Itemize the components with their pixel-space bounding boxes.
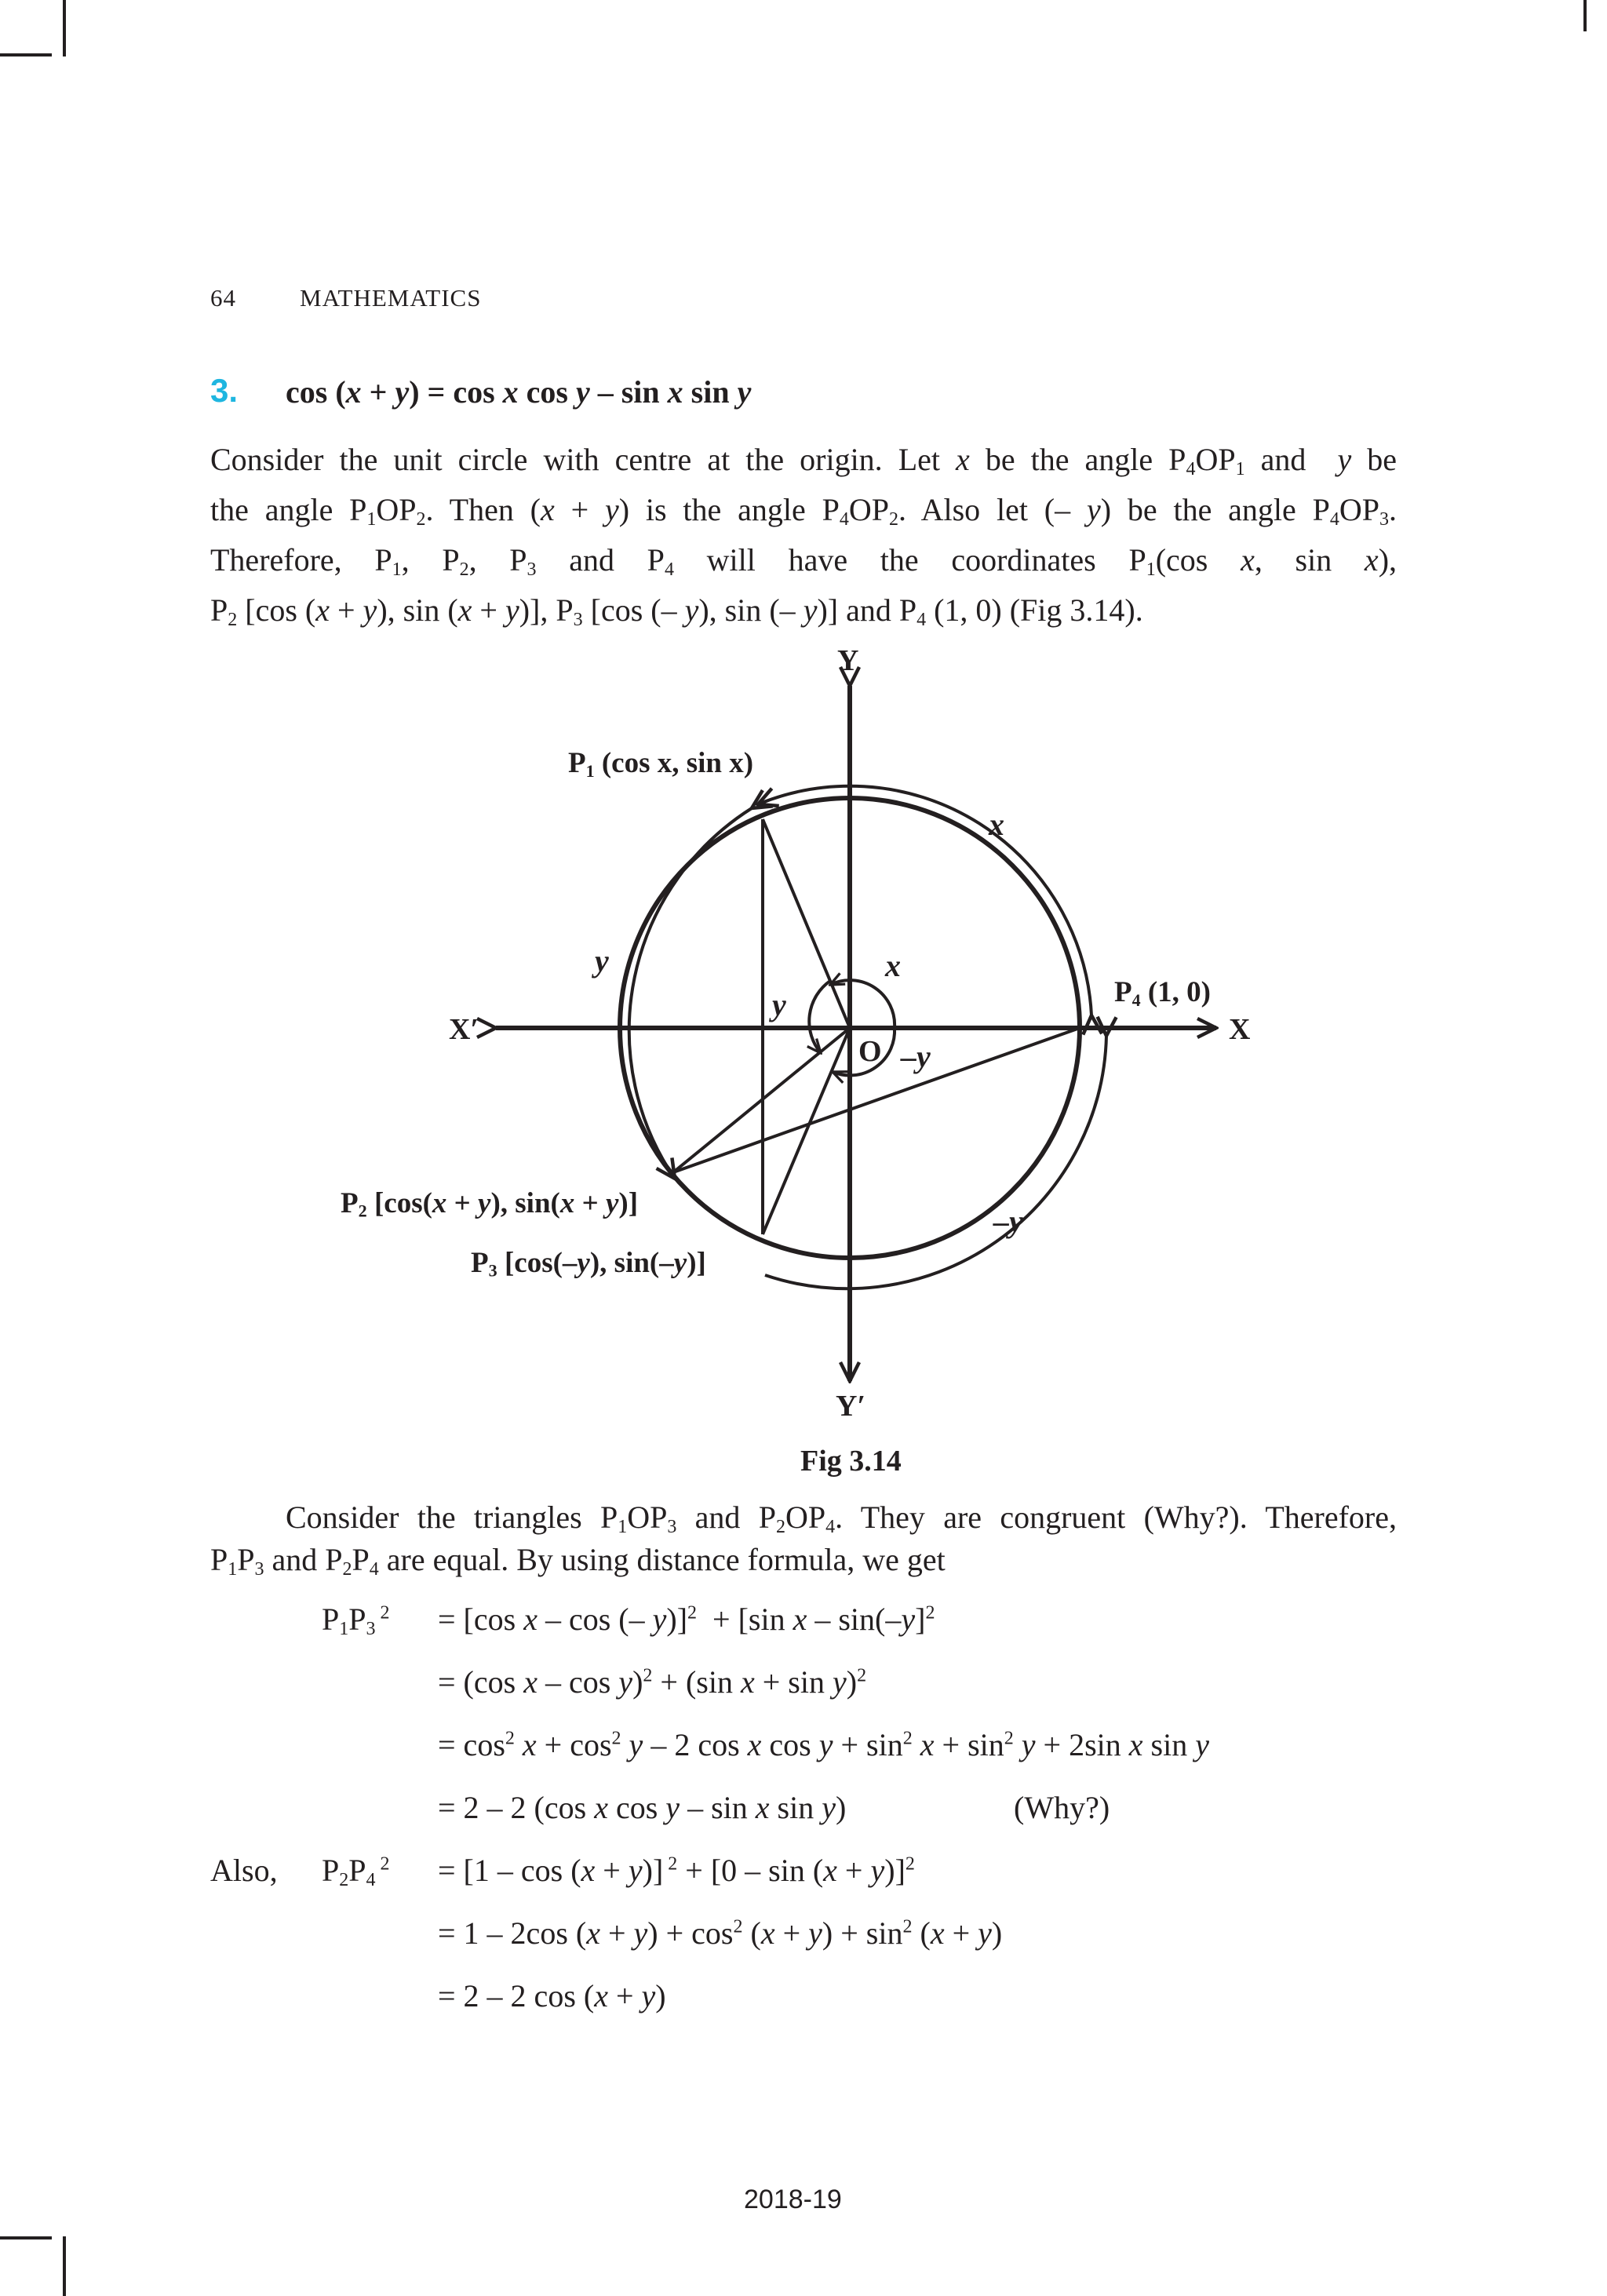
label-p1-coords: (cos x, sin x) (601, 747, 754, 779)
running-title: MATHEMATICS (300, 284, 482, 312)
intro-line-2: the angle $P_1OP_2$. Then (x + y) is the angle $P_4OP_2$. Also let (– y) be the angle $P_4OP_3$. (210, 492, 1397, 530)
label-x-axis: X (1229, 1013, 1251, 1046)
eq-line-4-why: (Why?) (1014, 1790, 1110, 1825)
congruence-line-2: $P_1P_3$ and $P_2P_4$ are equal. By using distance formula, we get (210, 1542, 946, 1580)
label-x-prime: X′ (449, 1013, 479, 1046)
eq-line-5: = [1 – cos (x + y)] $^2 + [0 - \sin (x + y)]^2$ (438, 1853, 915, 1888)
label-p4-coords: (1, 0) (1147, 976, 1212, 1008)
eq-p2p4-label: $P_2P_4$ $^2$ (322, 1853, 390, 1890)
eq-line-4: = 2 – 2 (cos x cos y – sin x sin y) (438, 1790, 847, 1825)
label-inner-y: y (772, 987, 786, 1022)
inner-arc-y (809, 981, 830, 1053)
eq-line-6: = 1 – 2cos $(x + y) + \cos^2 (x + y) + \sin^2 (x + y)$ (438, 1915, 1003, 1951)
eq-line-3: = $\cos^2 x + \cos^2 y - 2$ cos x $\cos y + \sin^2 x + \sin^2 y + 2\sin$ x sin y (438, 1727, 1209, 1762)
label-y-axis: Y (837, 644, 859, 677)
label-y-prime: Y′ (836, 1390, 866, 1423)
radius-op3 (763, 1028, 850, 1234)
intro-line-4: $P_2$ [cos (x + y), sin (x + y)], $P_3$ [cos (– y), sin (– y)] and $P_4$ (1, 0) (Fig 3.14). (210, 592, 1143, 630)
label-p4: P4 (1, 0) (1114, 976, 1212, 1010)
intro-line-3: Therefore, $P_1$, $P_2$, $P_3$ and $P_4$ will have the coordinates $P_1(\cos$ x, sin x), (210, 542, 1397, 580)
congruence-line-1: Consider the triangles $P_1OP_3$ and $P_2OP_4$. They are congruent (Why?). Therefore, (286, 1500, 1397, 1537)
label-arc-y: y (595, 943, 609, 979)
footer-year: 2018-19 (744, 2185, 842, 2214)
congruence-paragraph (210, 1492, 1397, 1585)
label-origin: O (858, 1035, 882, 1068)
figure-caption: Fig 3.14 (800, 1445, 902, 1478)
label-arc-neg-y: –y (993, 1204, 1023, 1239)
label-inner-neg-y: –y (901, 1039, 931, 1074)
page-number: 64 (210, 284, 236, 312)
eq-p1p3-label: $P_1P_3$ $^2$ (322, 1602, 390, 1639)
eq-line-1: = [cos x – cos (– y)]$^2$ + [sin x – sin(–y]$^2$ (438, 1602, 935, 1637)
label-p1: P1 (cos x, sin x) (568, 747, 754, 781)
label-inner-x: x (885, 948, 901, 983)
label-p2: $P_2$ [cos(x + y), sin(x + y)] (341, 1187, 639, 1221)
eq-line-7: = 2 – 2 cos (x + y) (438, 1978, 666, 2014)
label-arc-x: x (989, 807, 1004, 842)
eq-line-2: = (cos x – cos y)$^2$ + (sin x + sin y)$^2$ (438, 1664, 867, 1700)
intro-line-1: Consider the unit circle with centre at the origin. Let x be the angle $P_4OP_1$ and y be (210, 442, 1397, 479)
arc-neg-y-outer (765, 1036, 1106, 1288)
eq-also: Also, (210, 1853, 278, 1888)
section-heading: cos (x + y) = cos x cos y – sin x sin y (286, 374, 752, 410)
label-p3: $P_3$ [cos(–y), sin(–y)] (471, 1247, 706, 1281)
section-number: 3. (210, 372, 239, 409)
